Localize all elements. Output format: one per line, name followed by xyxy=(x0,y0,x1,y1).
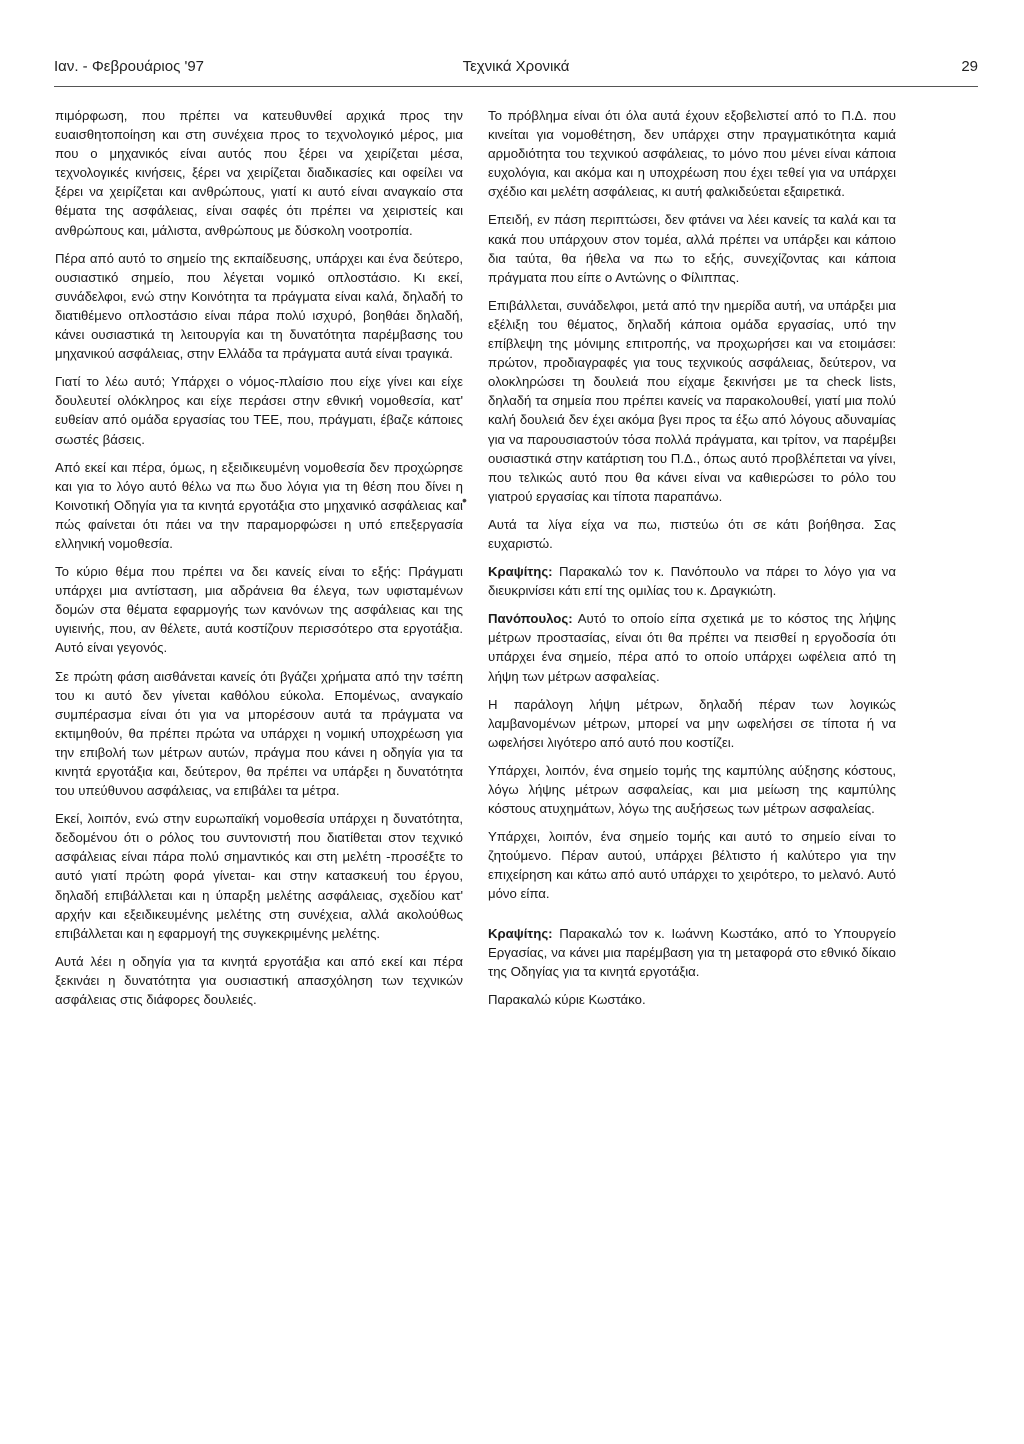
paragraph-text: Παρακαλώ κύριε Κωστάκο. xyxy=(488,991,646,1007)
paragraph-text: Επιβάλλεται, συνάδελφοι, μετά από την ημερίδα αυτή, να υπάρξει μια εξέλιξη του θέματος, δηλαδή κάποια ομάδα εργασίας, υπό την επίβλεψη της μόνιμης επιτροπής, να προχωρήσει και να ετοιμάσει: πρώτον, προδιαγραφές για τους τεχνικούς ασφάλειας, δεύτερον, να ολοκληρώσει τη δουλειά που είχαμε ξεκινήσει με τα check lists, δηλαδή τα σημεία που πρέπει κανείς να παρακολουθεί, γιατί μια πολύ καλή δουλειά δεν έχει ακόμα βγει προς τα έξω από λόγους αδυναμίας για να παρουσιαστούν τόσα πολλά πράγματα, και τρίτον, να παρέμβει ουσιαστικά στην κατάρτιση του Π.Δ., όπως αυτό προβλέπεται να γίνει, που τελικώς αυτό που θα κάνει είναι να καθιερώσει το ρόλο του γιατρού εργασίας και τίποτα παραπάνω. xyxy=(488,297,896,504)
paragraph-text: Το πρόβλημα είναι ότι όλα αυτά έχουν εξοβελιστεί από το Π.Δ. που κινείται για νομοθέτηση, δεν υπάρχει στην πραγματικότητα καμιά αρμοδιότητα του τεχνικού ασφάλειας, το μόνο που μένει είναι κάποια ευχολόγια, και ακόμα και η υποχρέωση που έχει τεθεί για να υπάρχει σχέδιο και μελέτη ασφάλειας, κι αυτή φαλκιδεύεται εξαιρετικά. xyxy=(488,108,896,200)
paragraph xyxy=(488,695,896,752)
header-divider xyxy=(54,86,978,87)
paragraph: Πέρα από αυτό το σημείο της εκπαίδευσης, υπάρχει και ένα δεύτερο, ουσιαστικό σημείο, που λέγεται νομικό οπλοστάσιο. Κι εκεί, συνάδελφοι, ενώ στην Κοινότητα τα πράγματα είναι καλά, δηλαδή το διατιθέμενο οπλοστάσιο είναι πάρα πολύ ισχυρό, βοηθάει δηλαδή, κάνει ουσιαστικά τη λειτουργία και τη δυνατότητα παρέμβασης του μηχανικού ασφάλειας, στην Ελλάδα τα πράγματα αυτά είναι τραγικά. xyxy=(55,250,463,362)
paragraph-text: Παρακαλώ τον κ. Ιωάννη Κωστάκο, από το Υπουργείο Εργασίας, να κάνει μια παρέμβαση για τη μεταφορά στο εθνικό δίκαιο της Οδηγίας για τα κινητά εργοτάξια. xyxy=(488,925,896,979)
page-number: 29 xyxy=(961,58,978,75)
paragraph xyxy=(488,609,896,685)
speaker-name: Κραψίτης: xyxy=(488,564,553,580)
paragraph-text: Η παράλογη λήψη μέτρων, δηλαδή πέραν των λογικώς λαμβανομένων μέτρων, μπορεί να μην ωφελήσει σε τίποτα ή να ωφελήσει λιγότερο από αυτό που κοστίζει. xyxy=(488,696,896,750)
paragraph xyxy=(488,761,896,818)
paragraph: Από εκεί και πέρα, όμως, η εξειδικευμένη νομοθεσία δεν προχώρησε και για το λόγο αυτό θέλω να πω δυο λόγια για τη θέση που δίνει η Κοινοτική Οδηγία για τα κινητά εργοτάξια στο μηχανικό ασφάλειας και πώς φαίνεται ότι πάει να την παραμορφώσει η υπό επεξεργασία ελληνική νομοθεσία. xyxy=(55,459,463,551)
paragraph xyxy=(488,827,896,903)
paragraph xyxy=(488,515,896,553)
paragraph xyxy=(488,296,896,506)
paragraph: Εκεί, λοιπόν, ενώ στην ευρωπαϊκή νομοθεσία υπάρχει η δυνατότητα, δεδομένου ότι ο ρόλος του συντονιστή που διατίθεται στον τεχνικό ασφάλειας είναι πάρα πολύ σημαντικός και στη μελέτη -προσέξτε το αυτό γιατί πρώτη φορά γίνεται- και στην κατασκευή του έργου, δηλαδή επιβάλλεται και η ύπαρξη μελέτης ασφάλειας, σχεδίου κατ' αρχήν και εξειδικευμένης μελέτης στη συνέχεια, αλλά ακολούθως επιβάλλεται και η εφαρμογή της συγκεκριμένης μελέτης. xyxy=(55,811,463,941)
paragraph-text: Υπάρχει, λοιπόν, ένα σημείο τομής και αυτό το σημείο είναι το ζητούμενο. Πέραν αυτού, υπάρχει βέλτιστο ή καλύτερο για την επιχείρηση και κάτω από αυτό υπάρχει το χειρότερο, το μελανό. Αυτό μόνο είπα. xyxy=(488,829,896,902)
paragraph: πιμόρφωση, που πρέπει να κατευθυνθεί αρχικά προς την ευαισθητοποίηση και στη συνέχεια προς το τεχνολογικό μέρος, μια που ο μηχανικός είναι αυτός που ξέρει να χειρίζεται μέσα, τεχνολογικές κινήσεις, ξέρει να χειρίζεται διαδικασίες και οφείλει να ξέρει να χειρίζεται και ανθρώπους, γιατί κι αυτό είναι αναγκαίο στα θέματα της ασφάλειας, είναι σαφές ότι πρέπει να χειριστείς και ανθρώπους και, μάλιστα, ανθρώπους με δύσκολη νοοτροπία. xyxy=(55,108,463,238)
paragraph-text: Αυτό το οποίο είπα σχετικά με το κόστος της λήψης μέτρων προστασίας, είναι ότι θα πρέπει να πεισθεί η εργοδοσία ότι υπάρχει ένα σημείο, πέρα από το οποίο υπάρχει ωφέλεια από τη λήψη των μέτρων ασφαλείας. xyxy=(488,611,896,684)
paragraph-text: Επειδή, εν πάση περιπτώσει, δεν φτάνει να λέει κανείς τα καλά και τα κακά που υπάρχουν στον τομέα, αλλά πρέπει να υπάρξει και κάποιο δια ταύτα, θα ήθελα να πω το εξής, συνεχίζοντας και κάποια πράγματα που είπε ο Αντώνης ο Φίλιππας. xyxy=(488,212,896,285)
running-header xyxy=(54,58,978,84)
paragraph-text: Παρακαλώ τον κ. Πανόπουλο να πάρει το λόγο για να διευκρινίσει κάτι επί της ομιλίας του κ. Δραγκιώτη. xyxy=(488,564,896,599)
speaker-name: Πανόπουλος: xyxy=(488,611,573,627)
paragraph xyxy=(488,990,896,1009)
journal-title: Τεχνικά Χρονικά xyxy=(462,58,570,75)
stray-dot-mark: • xyxy=(462,492,467,508)
right-column xyxy=(488,106,896,1018)
left-column xyxy=(55,106,463,1018)
speaker-name: Κραψίτης: xyxy=(488,925,553,941)
paragraph-text: Αυτά τα λίγα είχα να πω, πιστεύω ότι σε κάτι βοήθησα. Σας ευχαριστώ. xyxy=(488,516,896,551)
paragraph xyxy=(488,106,896,201)
issue-date: Ιαν. - Φεβρουάριος '97 xyxy=(54,58,205,75)
paragraph: Αυτά λέει η οδηγία για τα κινητά εργοτάξια και από εκεί και πέρα ξεκινάει η δυνατότητα για ουσιαστική απασχόληση των τεχνικών ασφάλειας στις διάφορες δουλειές. xyxy=(55,953,463,1008)
paragraph xyxy=(488,924,896,981)
paragraph xyxy=(488,210,896,286)
paragraph: Γιατί το λέω αυτό; Υπάρχει ο νόμος-πλαίσιο που είχε γίνει και είχε δουλευτεί ολόκληρος και είχε περάσει στην εθνική νομοθεσία, κατ' ευθείαν από ομάδα εργασίας του ΤΕΕ, που, πράγματι, έβαζε κάποιες σωστές βάσεις. xyxy=(55,374,463,447)
paragraph: Σε πρώτη φάση αισθάνεται κανείς ότι βγάζει χρήματα από την τσέπη του κι αυτό δεν γίνεται καθόλου εύκολα. Επομένως, αναγκαίο συμπέρασμα είναι ότι για να μπορέσουν αυτά τα πράγματα να εκτιμηθούν, θα πρέπει πρώτα να υπάρχει η νομική υποχρέωση για την επιβολή των μέτρων αυτών, πράγμα που κάνει η οδηγία για τα κινητά εργοτάξια και, δεύτερον, θα πρέπει να υπάρξει η δυνατότητα του υπεύθυνου ασφάλειας, να επιβάλει τα μέτρα. xyxy=(55,668,463,799)
paragraph xyxy=(488,562,896,600)
paragraph-text: Υπάρχει, λοιπόν, ένα σημείο τομής της καμπύλης αύξησης κόστους, λόγω λήψης μέτρων ασφαλείας, και μια μείωση της καμπύλης κόστους ατυχημάτων, λόγω της αυξήσεως των μέτρων ασφαλείας. xyxy=(488,762,896,817)
paragraph: Το κύριο θέμα που πρέπει να δει κανείς είναι το εξής: Πράγματι υπάρχει μια αντίσταση, μια αδράνεια θα έλεγα, των υφισταμένων δομών στα θέματα εφαρμογής των κανόνων της ασφάλειας και της υγιεινής, που, αν θέλετε, αυτά κοστίζουν περισσότερο στα εργοτάξια. Αυτό είναι γεγονός. xyxy=(55,564,463,656)
